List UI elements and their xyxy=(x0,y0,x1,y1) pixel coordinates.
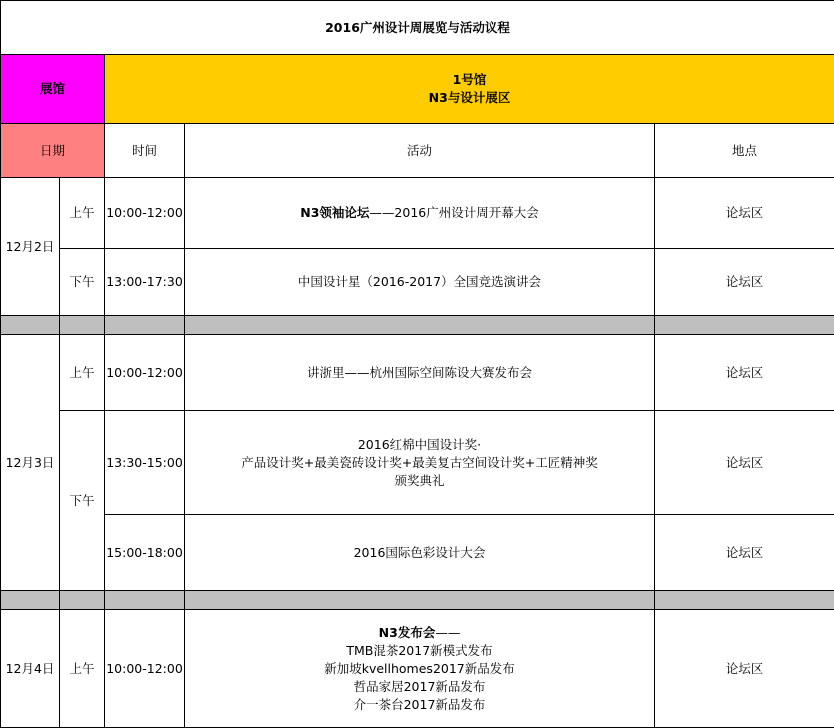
activity-line: 2016红棉中国设计奖· xyxy=(185,436,654,454)
page-title: 2016广州设计周展览与活动议程 xyxy=(1,1,834,55)
table-row xyxy=(1,249,834,316)
date-cell: 12月4日 xyxy=(1,610,60,728)
location-cell: 论坛区 xyxy=(655,249,834,316)
location-cell: 论坛区 xyxy=(655,335,834,411)
time-header: 时间 xyxy=(105,124,185,178)
gap-row xyxy=(1,316,834,335)
activity-line: 介一茶台2017新品发布 xyxy=(185,696,654,714)
activity-cell: 2016国际色彩设计大会 xyxy=(185,515,655,591)
gap-row xyxy=(1,591,834,610)
activity-line: 新加坡kvellhomes2017新品发布 xyxy=(185,660,654,678)
table-row xyxy=(1,411,834,515)
gap-cell xyxy=(1,316,60,335)
gap-cell xyxy=(105,591,185,610)
time-cell: 10:00-12:00 xyxy=(105,610,185,728)
location-cell: 论坛区 xyxy=(655,610,834,728)
table-row xyxy=(1,178,834,249)
time-cell: 13:30-15:00 xyxy=(105,411,185,515)
activity-text: ——2016广州设计周开幕大会 xyxy=(369,205,538,220)
location-cell: 论坛区 xyxy=(655,411,834,515)
gap-cell xyxy=(105,316,185,335)
activity-bold-text: N3发布会 xyxy=(379,625,436,640)
date-header: 日期 xyxy=(1,124,105,178)
period-cell: 上午 xyxy=(60,178,105,249)
period-cell: 上午 xyxy=(60,610,105,728)
venue-cell xyxy=(105,55,834,124)
date-cell: 12月2日 xyxy=(1,178,60,316)
gap-cell xyxy=(185,316,655,335)
time-cell: 10:00-12:00 xyxy=(105,178,185,249)
activity-cell: 中国设计星（2016-2017）全国竞选演讲会 xyxy=(185,249,655,316)
table-row xyxy=(1,335,834,411)
gap-cell xyxy=(60,316,105,335)
activity-line: 颁奖典礼 xyxy=(185,472,654,490)
activity-bold-text: N3领袖论坛 xyxy=(300,205,369,220)
period-cell: 下午 xyxy=(60,249,105,316)
period-cell: 下午 xyxy=(60,411,105,591)
venue-label-cell: 展馆 xyxy=(1,55,105,124)
table-row xyxy=(1,515,834,591)
activity-cell xyxy=(185,411,655,515)
activity-line: 产品设计奖+最美瓷砖设计奖+最美复古空间设计奖+工匠精神奖 xyxy=(185,454,654,472)
activity-line: TMB混茶2017新模式发布 xyxy=(185,642,654,660)
location-cell: 论坛区 xyxy=(655,515,834,591)
activity-header: 活动 xyxy=(185,124,655,178)
gap-cell xyxy=(185,591,655,610)
activity-cell xyxy=(185,610,655,728)
activity-cell xyxy=(185,178,655,249)
gap-cell xyxy=(60,591,105,610)
time-cell: 15:00-18:00 xyxy=(105,515,185,591)
gap-cell xyxy=(1,591,60,610)
venue-row xyxy=(1,55,834,124)
period-cell: 上午 xyxy=(60,335,105,411)
gap-cell xyxy=(655,316,834,335)
activity-line: 哲品家居2017新品发布 xyxy=(185,678,654,696)
activity-text: —— xyxy=(435,625,460,640)
location-cell: 论坛区 xyxy=(655,178,834,249)
title-row xyxy=(1,1,834,55)
table-row xyxy=(1,610,834,728)
date-cell: 12月3日 xyxy=(1,335,60,591)
venue-zone: N3与设计展区 xyxy=(105,89,834,107)
time-cell: 10:00-12:00 xyxy=(105,335,185,411)
column-header-row xyxy=(1,124,834,178)
location-header: 地点 xyxy=(655,124,834,178)
gap-cell xyxy=(655,591,834,610)
venue-hall: 1号馆 xyxy=(105,71,834,89)
activity-line xyxy=(185,624,654,642)
time-cell: 13:00-17:30 xyxy=(105,249,185,316)
activity-cell: 讲浙里——杭州国际空间陈设大赛发布会 xyxy=(185,335,655,411)
